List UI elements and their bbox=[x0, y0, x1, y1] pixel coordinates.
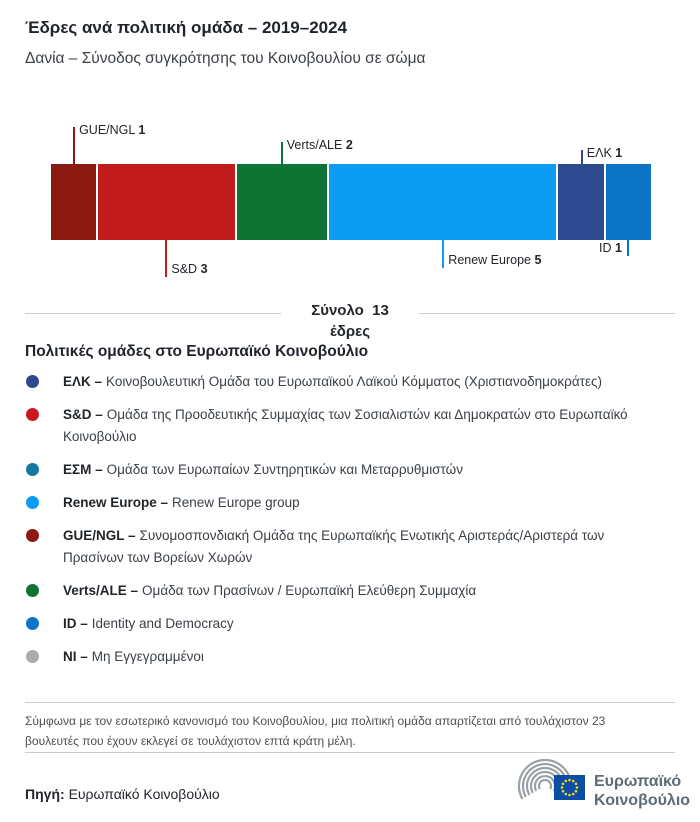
callout-tick-id bbox=[627, 240, 629, 256]
total-seats-row bbox=[25, 302, 675, 340]
legend-abbr: ID – bbox=[63, 616, 88, 631]
bar-segment-s-d[interactable] bbox=[98, 164, 234, 240]
legend-abbr: ΕΛΚ – bbox=[63, 374, 103, 389]
legend-desc: Ομάδα της Προοδευτικής Συμμαχίας των Σοσιαλιστών και Δημοκρατών στο Ευρωπαϊκό Κοινοβούλιο bbox=[63, 407, 628, 444]
page-subtitle: Δανία – Σύνοδος συγκρότησης του Κοινοβουλίου σε σώμα bbox=[25, 50, 426, 67]
legend-abbr: Renew Europe – bbox=[63, 495, 169, 510]
callout-tick-ελκ bbox=[581, 150, 583, 164]
legend-desc: Συνομοσπονδιακή Ομάδα της Ευρωπαϊκής Ενωτικής Αριστεράς/Αριστερά των Πρασίνων των Βορείων Χωρών bbox=[63, 528, 605, 565]
source-line bbox=[25, 786, 220, 802]
callout-tick-renew-europe bbox=[442, 240, 444, 268]
legend-item-ecr bbox=[25, 459, 675, 481]
page-title: Έδρες ανά πολιτική ομάδα – 2019–2024 bbox=[25, 18, 348, 37]
legend bbox=[25, 371, 675, 679]
callout-label-gue-ngl: GUE/NGL 1 bbox=[79, 123, 146, 137]
bar-segment-gue-ngl[interactable] bbox=[51, 164, 96, 240]
bar-segment-id[interactable] bbox=[606, 164, 651, 240]
legend-heading: Πολιτικές ομάδες στο Ευρωπαϊκό Κοινοβούλιο bbox=[25, 343, 369, 360]
callout-label-ελκ: ΕΛΚ 1 bbox=[586, 146, 623, 160]
callout-label-renew-europe: Renew Europe 5 bbox=[448, 253, 542, 267]
source-value: Ευρωπαϊκό Κοινοβούλιο bbox=[68, 786, 220, 802]
seats-chart bbox=[0, 115, 700, 295]
legend-desc: Ομάδα των Πρασίνων / Ευρωπαϊκή Ελεύθερη Συμμαχία bbox=[142, 583, 477, 598]
legend-abbr: NI – bbox=[63, 649, 88, 664]
legend-item-id bbox=[25, 613, 675, 635]
logo-text-line2: Κοινοβούλιο bbox=[594, 792, 691, 809]
legend-dot-ni bbox=[26, 650, 39, 663]
total-seats-value: Σύνολο 13 bbox=[311, 302, 389, 319]
legend-desc: Μη Εγγεγραμμένοι bbox=[91, 649, 204, 664]
total-seats-unit: έδρες bbox=[329, 323, 371, 340]
legend-desc: Κοινοβουλευτική Ομάδα του Ευρωπαϊκού Λαϊκού Κόμματος (Χριστιανοδημοκράτες) bbox=[106, 374, 603, 389]
legend-item-greens bbox=[25, 580, 675, 602]
bar-segment-verts-ale[interactable] bbox=[237, 164, 328, 240]
footer-divider-bottom bbox=[25, 752, 675, 753]
european-parliament-logo bbox=[508, 758, 694, 816]
legend-dot-sd bbox=[26, 408, 39, 421]
bar-segment-renew-europe[interactable] bbox=[329, 164, 556, 240]
eu-flag-icon bbox=[554, 775, 585, 800]
legend-abbr: S&D – bbox=[63, 407, 103, 422]
legend-item-sd bbox=[25, 404, 675, 448]
footer-divider-top bbox=[25, 702, 675, 703]
legend-item-guengl bbox=[25, 525, 675, 569]
callout-tick-verts-ale bbox=[281, 142, 283, 164]
legend-dot-guengl bbox=[26, 529, 39, 542]
legend-abbr: Verts/ALE – bbox=[63, 583, 139, 598]
legend-item-ni bbox=[25, 646, 675, 668]
total-rule-left bbox=[25, 313, 281, 314]
legend-abbr: ΕΣΜ – bbox=[63, 462, 103, 477]
source-label: Πηγή: bbox=[25, 786, 65, 802]
callout-label-verts-ale: Verts/ALE 2 bbox=[286, 138, 353, 152]
footnote: Σύμφωνα με τον εσωτερικό κανονισμό του Κοινοβουλίου, μια πολιτική ομάδα απαρτίζεται από τουλάχιστον 23 βουλευτές που έχουν εκλεγεί σε τουλάχιστον επτά κράτη μέλη. bbox=[25, 714, 606, 748]
callout-label-s-d: S&D 3 bbox=[171, 262, 208, 276]
callout-tick-s-d bbox=[165, 240, 167, 277]
legend-desc: Renew Europe group bbox=[172, 495, 300, 510]
callout-tick-gue-ngl bbox=[73, 127, 75, 164]
total-rule-right bbox=[419, 313, 675, 314]
total-seats bbox=[281, 302, 419, 340]
legend-desc: Identity and Democracy bbox=[91, 616, 234, 631]
legend-item-epp bbox=[25, 371, 675, 393]
legend-dot-ecr bbox=[26, 463, 39, 476]
seat-bar bbox=[51, 164, 651, 240]
logo-text-line1: Ευρωπαϊκό bbox=[594, 773, 682, 790]
legend-item-renew bbox=[25, 492, 675, 514]
legend-abbr: GUE/NGL – bbox=[63, 528, 136, 543]
legend-dot-id bbox=[26, 617, 39, 630]
legend-desc: Ομάδα των Ευρωπαίων Συντηρητικών και Μεταρρυθμιστών bbox=[106, 462, 463, 477]
legend-dot-epp bbox=[26, 375, 39, 388]
legend-dot-greens bbox=[26, 584, 39, 597]
legend-dot-renew bbox=[26, 496, 39, 509]
callout-label-id: ID 1 bbox=[598, 241, 622, 255]
bar-segment-ελκ[interactable] bbox=[558, 164, 603, 240]
